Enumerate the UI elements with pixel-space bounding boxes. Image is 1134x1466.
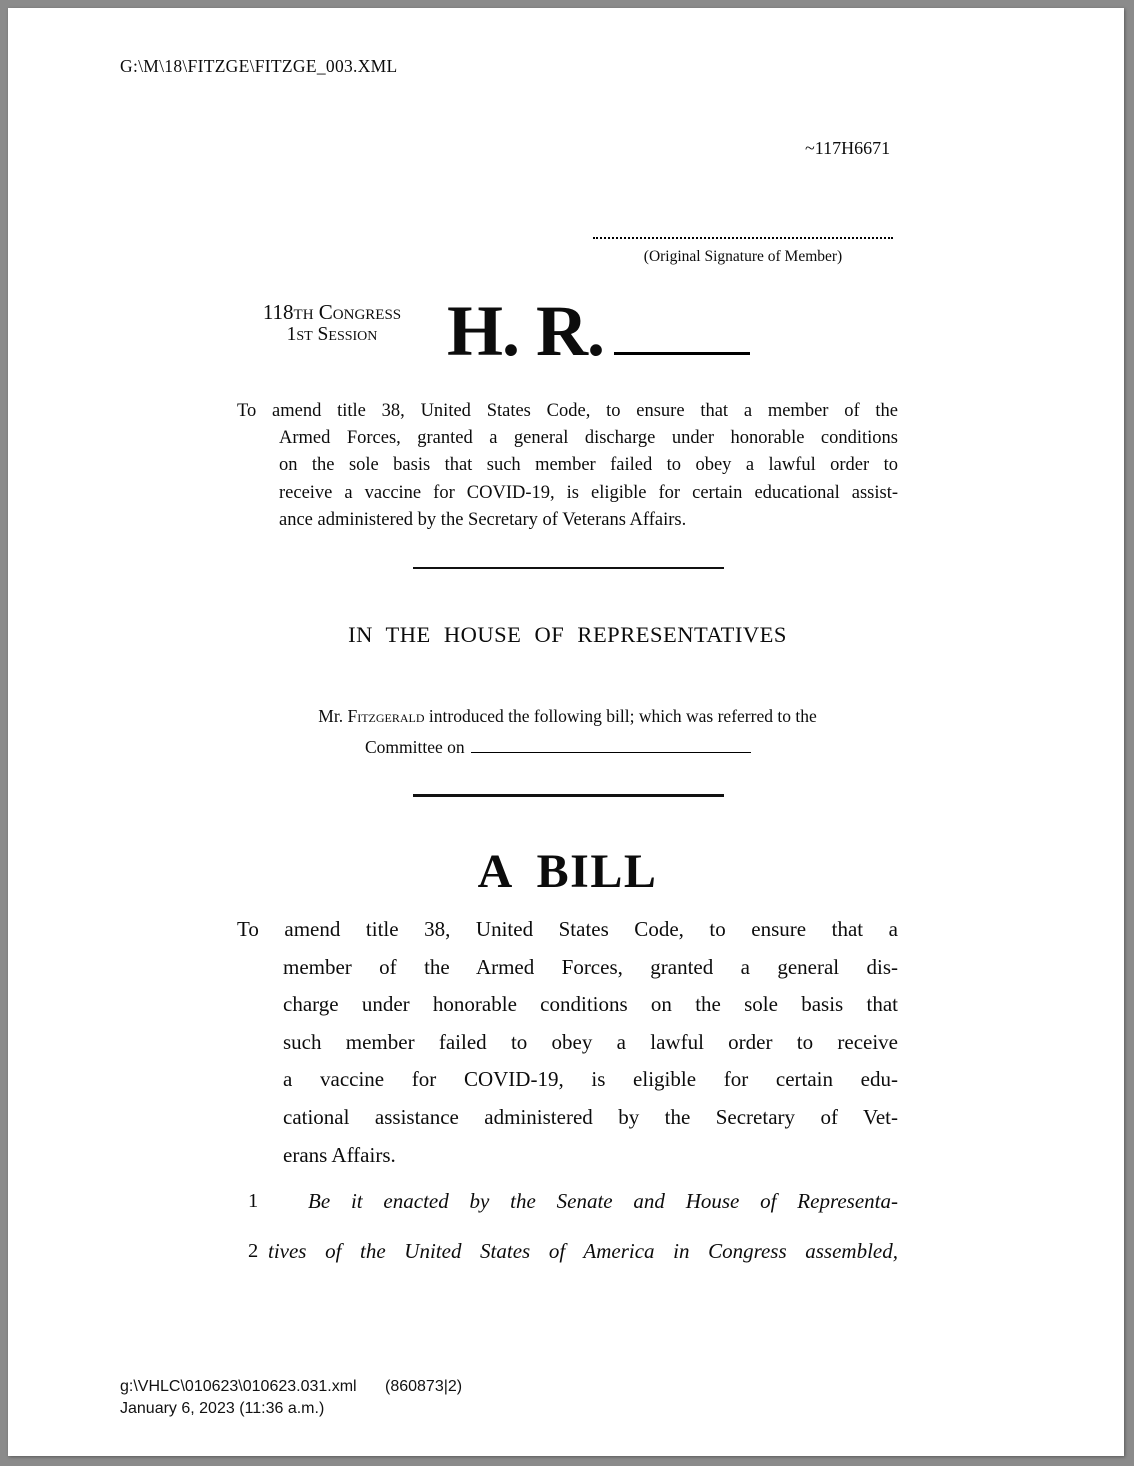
bill-number-heading <box>447 291 750 371</box>
signature-dotted-line <box>593 232 893 239</box>
introduction-text: introduced the following bill; which was referred to the <box>428 706 817 726</box>
bill-type-label: H. R. <box>447 291 604 371</box>
session-label: 1st Session <box>286 324 378 345</box>
bill-heading: A BILL <box>477 845 658 898</box>
numbered-body-lines <box>237 1176 898 1276</box>
doc-stamp: ~117H6671 <box>805 138 891 158</box>
purpose-paragraph <box>237 911 898 1174</box>
signature-caption: (Original Signature of Member) <box>643 248 843 265</box>
footer-row <box>120 1376 463 1398</box>
congress-label: 118th Congress <box>262 300 402 324</box>
text-line: erans Affairs. <box>283 1142 396 1167</box>
text-line: receive a vaccine for COVID-19, is eligible for certain educational assist- <box>279 482 898 503</box>
text-line: member of the Armed Forces, granted a general dis- <box>283 954 898 979</box>
chamber-heading: IN THE HOUSE OF REPRESENTATIVES <box>348 622 787 647</box>
bill-number-blank <box>614 348 750 355</box>
preamble <box>237 398 898 534</box>
text-line: such member failed to obey a lawful order to receive <box>283 1029 898 1054</box>
text-line: a vaccine for COVID-19, is eligible for certain edu- <box>283 1067 898 1092</box>
footer-date: January 6, 2023 (11:36 a.m.) <box>120 1399 325 1417</box>
footer-code: (860873|2) <box>385 1378 463 1395</box>
line-text: tives of the United States of America in Congress assembled, <box>268 1239 898 1263</box>
text-line: ance administered by the Secretary of Veterans Affairs. <box>279 509 687 530</box>
introduction-block <box>237 701 898 762</box>
file-path: G:\M\18\FITZGE\FITZGE_003.XML <box>120 56 398 76</box>
text-line: on the sole basis that such member failed to obey a lawful order to <box>279 455 898 476</box>
sponsor-name: Fitzgerald <box>347 706 425 726</box>
section-rule-top <box>413 567 724 569</box>
committee-line <box>365 732 898 763</box>
numbered-line <box>237 1226 898 1276</box>
congress-session-block <box>233 300 431 346</box>
footer-path: g:\VHLC\010623\010623.031.xml <box>120 1378 357 1395</box>
line-number: 1 <box>248 1190 259 1212</box>
committee-label: Committee on <box>365 736 465 757</box>
text-line: To amend title 38, United States Code, to ensure that a <box>237 917 898 941</box>
line-number: 2 <box>248 1240 259 1262</box>
sponsor-prefix: Mr. <box>318 706 344 726</box>
numbered-line <box>237 1176 898 1226</box>
text-line: To amend title 38, United States Code, to ensure that a member of the <box>237 401 898 421</box>
text-line: charge under honorable conditions on the sole basis that <box>283 992 898 1017</box>
section-rule-bottom <box>413 794 724 797</box>
text-line: cational assistance administered by the Secretary of Vet- <box>283 1104 898 1129</box>
introduction-line <box>237 701 898 732</box>
signature-block <box>593 232 893 266</box>
page-footer <box>120 1376 463 1419</box>
committee-blank <box>471 748 751 753</box>
bill-page <box>8 8 1124 1456</box>
line-text: Be it enacted by the Senate and House of Representa- <box>308 1189 898 1213</box>
text-line: Armed Forces, granted a general discharge under honorable conditions <box>279 428 898 449</box>
